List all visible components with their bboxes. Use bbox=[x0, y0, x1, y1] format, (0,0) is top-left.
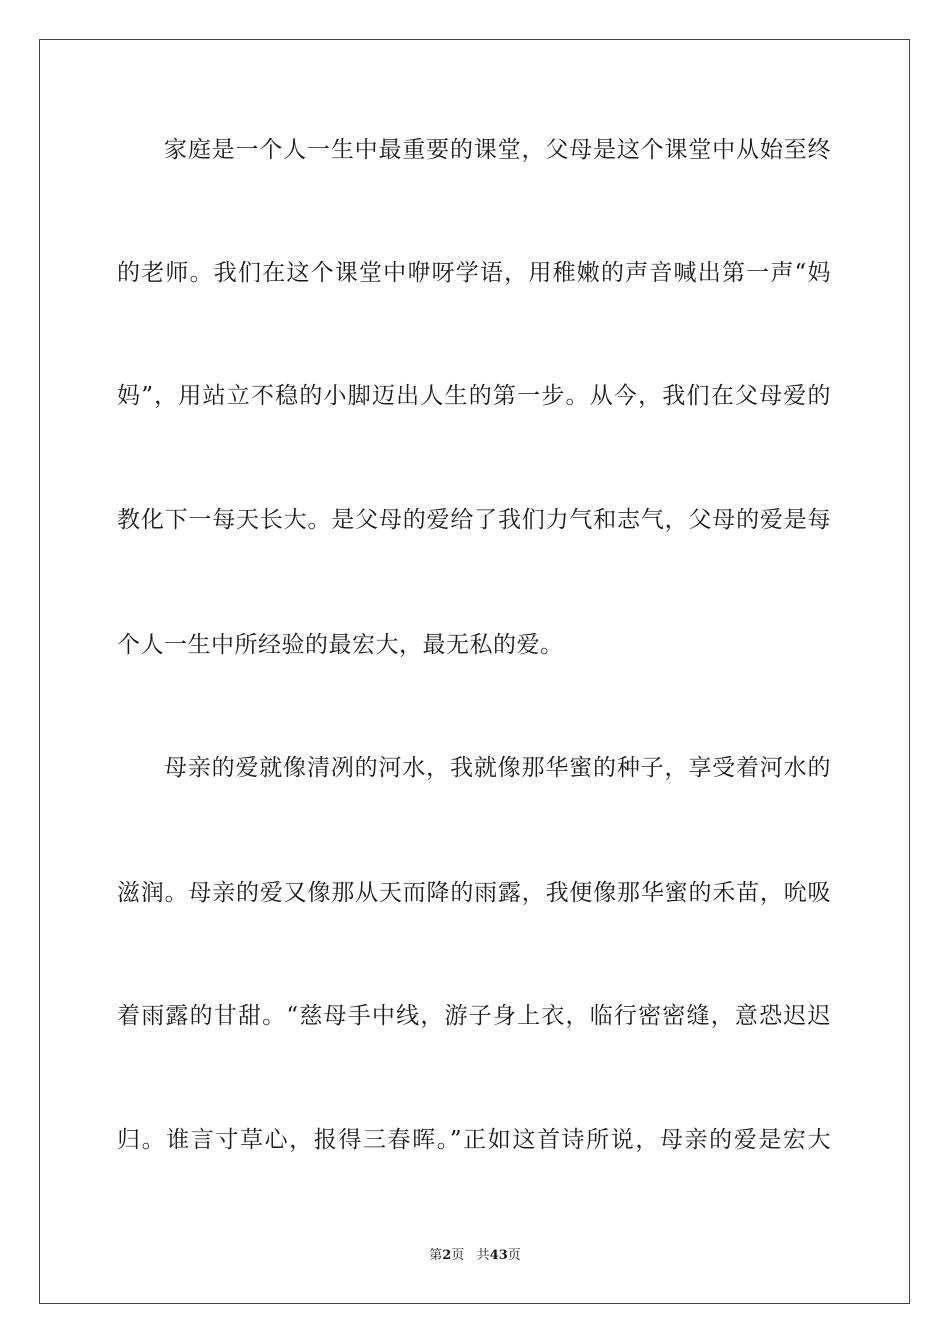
page-number: 2 bbox=[442, 1248, 452, 1263]
paragraph-1-line-3: 妈”，用站立不稳的小脚迈出人生的第一步。从今，我们在父母爱的 bbox=[117, 383, 831, 409]
paragraph-1-line-2: 的老师。我们在这个课堂中咿呀学语，用稚嫩的声音喊出第一声“妈 bbox=[117, 260, 831, 286]
total-label-prefix: 共 bbox=[476, 1248, 490, 1263]
paragraph-1-line-1: 家庭是一个人一生中最重要的课堂，父母是这个课堂中从始至终 bbox=[164, 137, 831, 163]
paragraph-2-line-3: 着雨露的甘甜。“慈母手中线，游子身上衣，临行密密缝，意恐迟迟 bbox=[117, 1003, 831, 1029]
total-pages: 43 bbox=[489, 1248, 508, 1263]
paragraph-2-line-1: 母亲的爱就像清冽的河水，我就像那华蜜的种子，享受着河水的 bbox=[164, 755, 831, 781]
page-label-suffix: 页 bbox=[451, 1248, 465, 1263]
paragraph-1-line-4: 教化下一每天长大。是父母的爱给了我们力气和志气，父母的爱是每 bbox=[117, 507, 831, 533]
paragraph-1-line-5: 个人一生中所经验的最宏大，最无私的爱。 bbox=[117, 632, 564, 658]
total-label-suffix: 页 bbox=[507, 1248, 521, 1263]
page-footer bbox=[0, 1246, 950, 1266]
page-frame bbox=[39, 39, 910, 1304]
paragraph-2-line-2: 滋润。母亲的爱又像那从天而降的雨露，我便像那华蜜的禾苗，吮吸 bbox=[117, 880, 831, 906]
page-label-prefix: 第 bbox=[429, 1248, 443, 1263]
paragraph-2-line-4: 归。谁言寸草心，报得三春晖。”正如这首诗所说，母亲的爱是宏大 bbox=[117, 1127, 831, 1153]
